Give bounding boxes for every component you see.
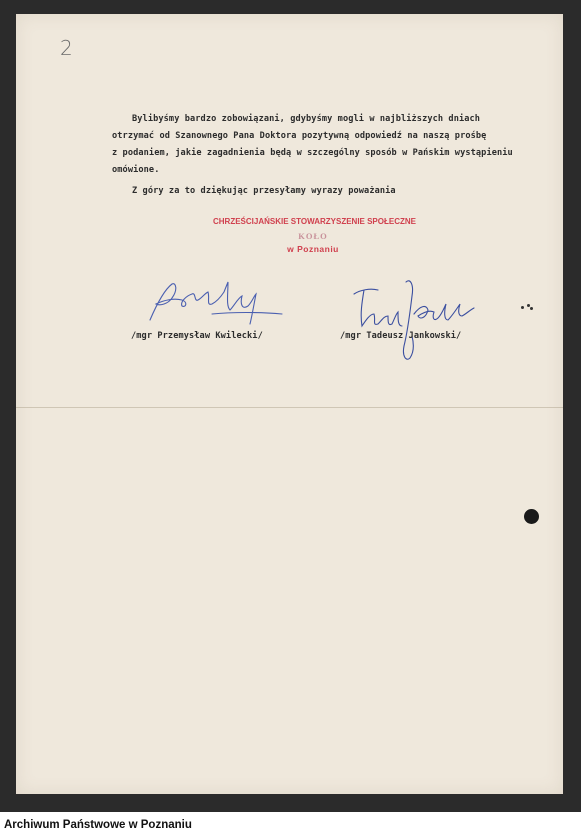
stamp-city: w Poznaniu [287, 244, 339, 254]
ink-blot [524, 509, 539, 524]
paragraph-line-1: Bylibyśmy bardzo zobowiązani, gdybyśmy mogli w najbliższych dniach [132, 114, 481, 124]
signature-left [142, 276, 292, 328]
paragraph-line-3: z podaniem, jakie zagadnienia będą w szczególny sposób w Pańskim wystąpieniu [112, 148, 513, 158]
signature-right [348, 274, 478, 366]
signatory-left-name: /mgr Przemysław Kwilecki/ [131, 331, 263, 341]
paragraph-line-4: omówione. [112, 165, 160, 175]
stamp-unit: KOŁO [298, 231, 328, 241]
archive-name: Archiwum Państwowe w Poznaniu [4, 819, 192, 831]
footer-bar [0, 812, 581, 840]
stamp-organization: CHRZEŚCIJAŃSKIE STOWARZYSZENIE SPOŁECZNE [213, 217, 416, 226]
ink-dots [521, 304, 533, 310]
closing-line: Z góry za to dziękując przesyłamy wyrazy poważania [132, 186, 396, 196]
signatory-right-name: /mgr Tadeusz Jankowski/ [340, 331, 462, 341]
paragraph-line-2: otrzymać od Szanownego Pana Doktora pozytywną odpowiedź na naszą prośbę [112, 131, 487, 141]
page-number: 2 [60, 36, 73, 60]
paper-fold-line [16, 407, 563, 408]
